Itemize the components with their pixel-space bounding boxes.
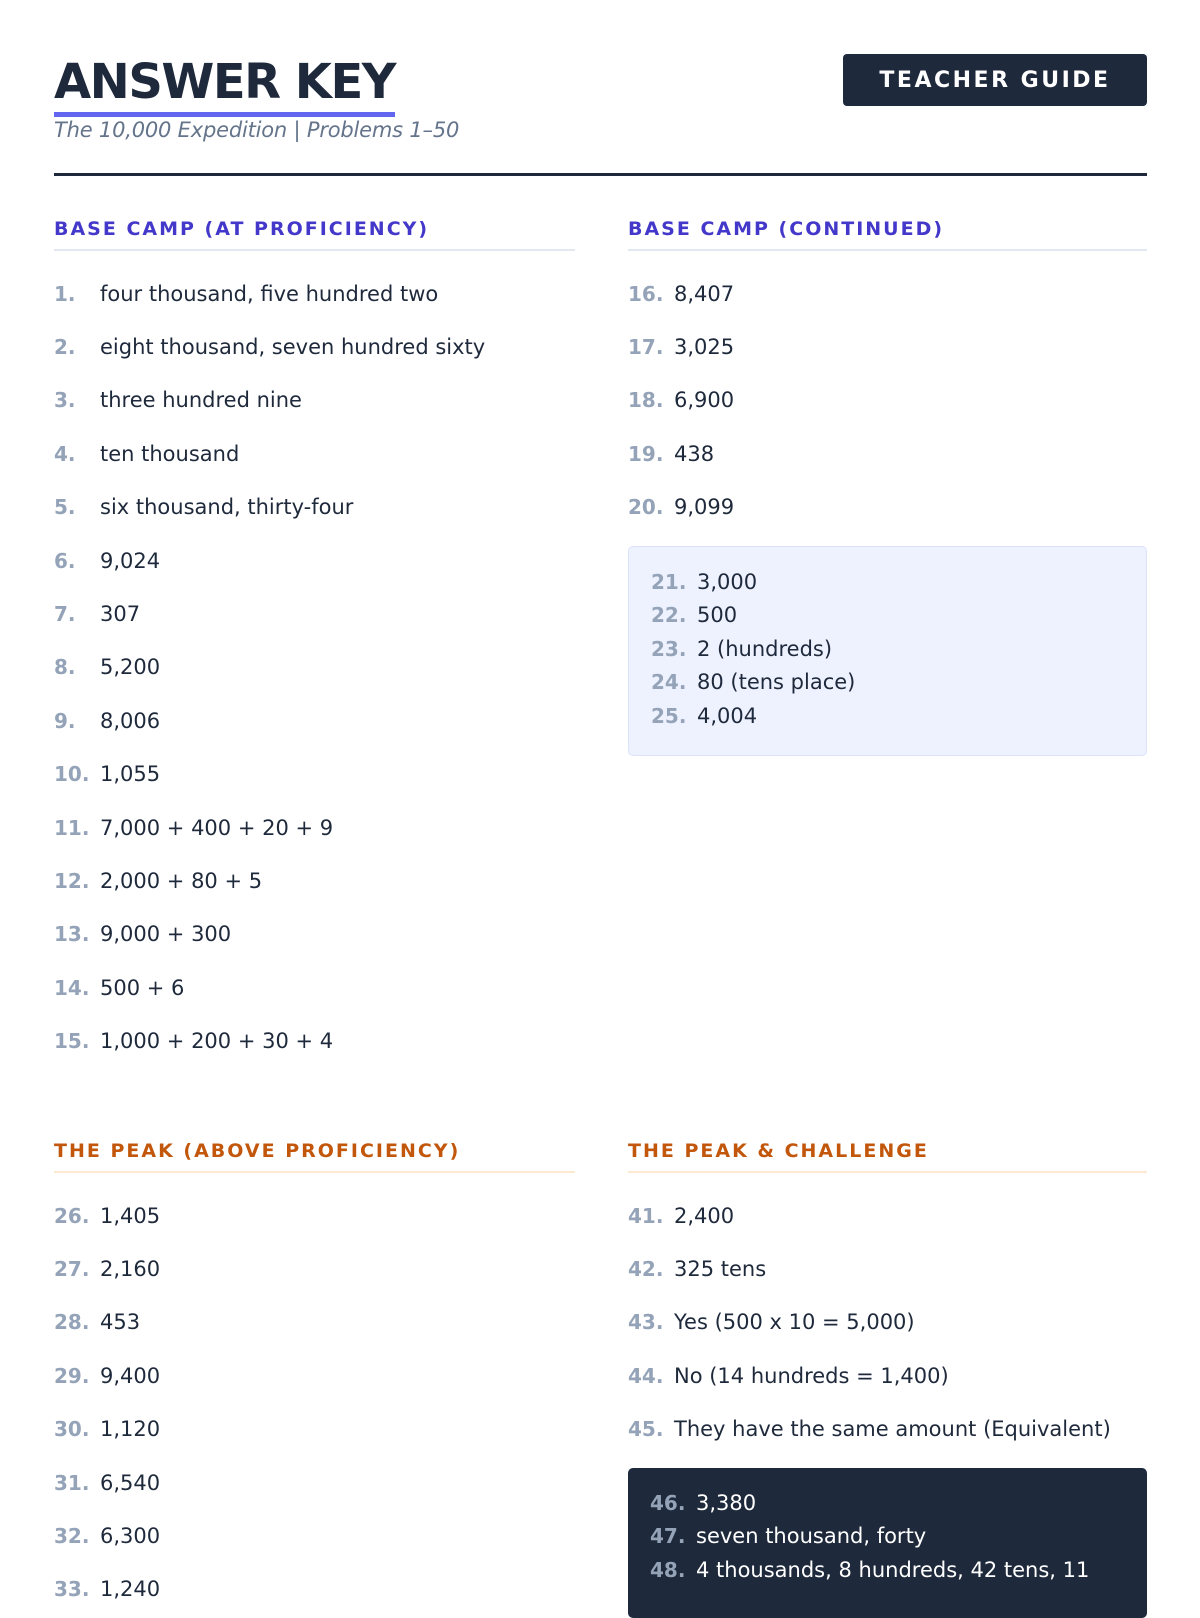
answer-item (628, 1242, 1147, 1295)
answer-text: 80 (tens place) (697, 670, 856, 695)
section-heading: BASE CAMP (CONTINUED) (628, 217, 1147, 251)
problem-number: 33. (54, 1577, 90, 1602)
problem-number: 2. (54, 335, 76, 360)
answer-text: seven thousand, forty (696, 1524, 927, 1549)
problem-number: 11. (54, 815, 90, 840)
answer-item (628, 427, 1147, 480)
problem-number: 19. (628, 441, 664, 466)
answer-text: 3,380 (696, 1490, 757, 1515)
answer-item (650, 1486, 1147, 1520)
answer-text: 4,004 (697, 703, 758, 728)
answer-item (54, 801, 575, 854)
problem-number: 30. (54, 1417, 90, 1442)
problem-number: 21. (651, 569, 687, 594)
answer-item (54, 481, 575, 534)
problem-number: 3. (54, 388, 76, 413)
answer-item (628, 267, 1147, 320)
answer-text: 1,000 + 200 + 30 + 4 (100, 1029, 334, 1054)
answer-list (628, 1189, 1147, 1456)
problem-number: 6. (54, 548, 76, 573)
answer-item (54, 320, 575, 373)
answer-item (54, 1014, 575, 1067)
header-divider (54, 173, 1147, 176)
section-base-camp-continued (628, 217, 1147, 534)
answer-item (54, 748, 575, 801)
problem-number: 42. (628, 1257, 664, 1282)
answer-text: 438 (674, 441, 715, 466)
answer-item (54, 694, 575, 747)
answer-text: ten thousand (100, 441, 240, 466)
answer-text: 453 (100, 1310, 141, 1335)
answer-text: 2 (hundreds) (697, 636, 833, 661)
problem-number: 4. (54, 441, 76, 466)
answer-item (54, 1509, 575, 1562)
problem-number: 44. (628, 1363, 664, 1388)
problem-number: 23. (651, 636, 687, 661)
answer-text: Yes (500 x 10 = 5,000) (674, 1310, 915, 1335)
answer-text: 2,400 (674, 1203, 735, 1228)
answer-item (54, 854, 575, 907)
problem-number: 41. (628, 1203, 664, 1228)
problem-number: 18. (628, 388, 664, 413)
answer-text: 1,405 (100, 1203, 161, 1228)
problem-number: 48. (650, 1557, 686, 1582)
answer-item (651, 699, 1146, 733)
answer-list (628, 267, 1147, 534)
answer-text: eight thousand, seven hundred sixty (100, 335, 486, 360)
answer-item (651, 632, 1146, 666)
answer-item (628, 1296, 1147, 1349)
answer-text: 9,000 + 300 (100, 922, 232, 947)
answer-text: 3,000 (697, 569, 758, 594)
answer-item (54, 267, 575, 320)
answer-text: 500 + 6 (100, 975, 185, 1000)
answer-text: 3,025 (674, 335, 735, 360)
answer-item (54, 1403, 575, 1456)
answer-item (54, 908, 575, 961)
answer-text: 5,200 (100, 655, 161, 680)
section-the-peak (54, 1139, 575, 1616)
problem-number: 9. (54, 708, 76, 733)
answer-text: 4 thousands, 8 hundreds, 42 tens, 11 (696, 1557, 1090, 1582)
answer-text: 1,240 (100, 1577, 161, 1602)
problem-number: 22. (651, 603, 687, 628)
answer-text: 2,000 + 80 + 5 (100, 868, 263, 893)
problem-number: 27. (54, 1257, 90, 1282)
answer-text: 9,024 (100, 548, 161, 573)
answer-item (54, 1242, 575, 1295)
problem-number: 31. (54, 1470, 90, 1495)
answer-item (54, 641, 575, 694)
answer-item (628, 320, 1147, 373)
answer-list (54, 1189, 575, 1616)
answer-item (54, 1296, 575, 1349)
answer-text: 6,900 (674, 388, 735, 413)
problem-number: 12. (54, 868, 90, 893)
answer-item (54, 1349, 575, 1402)
problem-number: 45. (628, 1417, 664, 1442)
page-subtitle: The 10,000 Expedition | Problems 1–50 (54, 118, 460, 142)
problem-number: 47. (650, 1524, 686, 1549)
answer-text: No (14 hundreds = 1,400) (674, 1363, 949, 1388)
answer-item (651, 599, 1146, 633)
answer-text: 1,055 (100, 762, 161, 787)
challenge-box-46-50 (628, 1468, 1147, 1618)
page-header (54, 52, 1147, 180)
answer-text: 6,540 (100, 1470, 161, 1495)
problem-number: 8. (54, 655, 76, 680)
answer-item (54, 587, 575, 640)
problem-number: 7. (54, 602, 76, 627)
problem-number: 17. (628, 335, 664, 360)
problem-number: 46. (650, 1490, 686, 1515)
problem-number: 14. (54, 975, 90, 1000)
answer-item (54, 374, 575, 427)
section-peak-challenge (628, 1139, 1147, 1456)
answer-item (54, 961, 575, 1014)
problem-number: 10. (54, 762, 90, 787)
answer-text: 7,000 + 400 + 20 + 9 (100, 815, 334, 840)
answer-text: 1,120 (100, 1417, 161, 1442)
problem-number: 20. (628, 495, 664, 520)
problem-number: 5. (54, 495, 76, 520)
answer-item (54, 427, 575, 480)
answer-item (650, 1553, 1147, 1587)
answer-text: 307 (100, 602, 141, 627)
teacher-guide-badge: TEACHER GUIDE (843, 54, 1147, 106)
answer-item (650, 1520, 1147, 1554)
answer-list (650, 1486, 1147, 1587)
answer-text: 8,407 (674, 281, 735, 306)
answer-item (54, 1456, 575, 1509)
answer-item (628, 374, 1147, 427)
answer-item (628, 1189, 1147, 1242)
answer-text: They have the same amount (Equivalent) (674, 1417, 1111, 1442)
answer-text: 325 tens (674, 1257, 767, 1282)
problem-number: 1. (54, 281, 76, 306)
answer-item (628, 481, 1147, 534)
answer-text: 500 (697, 603, 738, 628)
section-base-camp (54, 217, 575, 1068)
answer-text: 9,400 (100, 1363, 161, 1388)
problem-number: 32. (54, 1524, 90, 1549)
highlight-box-21-25 (628, 546, 1147, 756)
answer-item (651, 565, 1146, 599)
answer-text: 8,006 (100, 708, 161, 733)
answer-list (651, 565, 1146, 733)
section-heading: THE PEAK (ABOVE PROFICIENCY) (54, 1139, 575, 1173)
page-title: ANSWER KEY (54, 52, 395, 117)
section-heading: THE PEAK & CHALLENGE (628, 1139, 1147, 1173)
problem-number: 15. (54, 1029, 90, 1054)
answer-text: four thousand, five hundred two (100, 281, 439, 306)
answer-text: six thousand, thirty-four (100, 495, 354, 520)
answer-list (54, 267, 575, 1068)
answer-item (54, 1563, 575, 1616)
problem-number: 43. (628, 1310, 664, 1335)
answer-text: three hundred nine (100, 388, 302, 413)
problem-number: 29. (54, 1363, 90, 1388)
answer-item (54, 1189, 575, 1242)
answer-text: 2,160 (100, 1257, 161, 1282)
problem-number: 13. (54, 922, 90, 947)
answer-item (54, 534, 575, 587)
answer-text: 6,300 (100, 1524, 161, 1549)
answer-item (651, 666, 1146, 700)
answer-item (628, 1403, 1147, 1456)
answer-text: 9,099 (674, 495, 735, 520)
problem-number: 25. (651, 703, 687, 728)
problem-number: 28. (54, 1310, 90, 1335)
problem-number: 26. (54, 1203, 90, 1228)
problem-number: 24. (651, 670, 687, 695)
problem-number: 16. (628, 281, 664, 306)
answer-item (628, 1349, 1147, 1402)
section-heading: BASE CAMP (AT PROFICIENCY) (54, 217, 575, 251)
